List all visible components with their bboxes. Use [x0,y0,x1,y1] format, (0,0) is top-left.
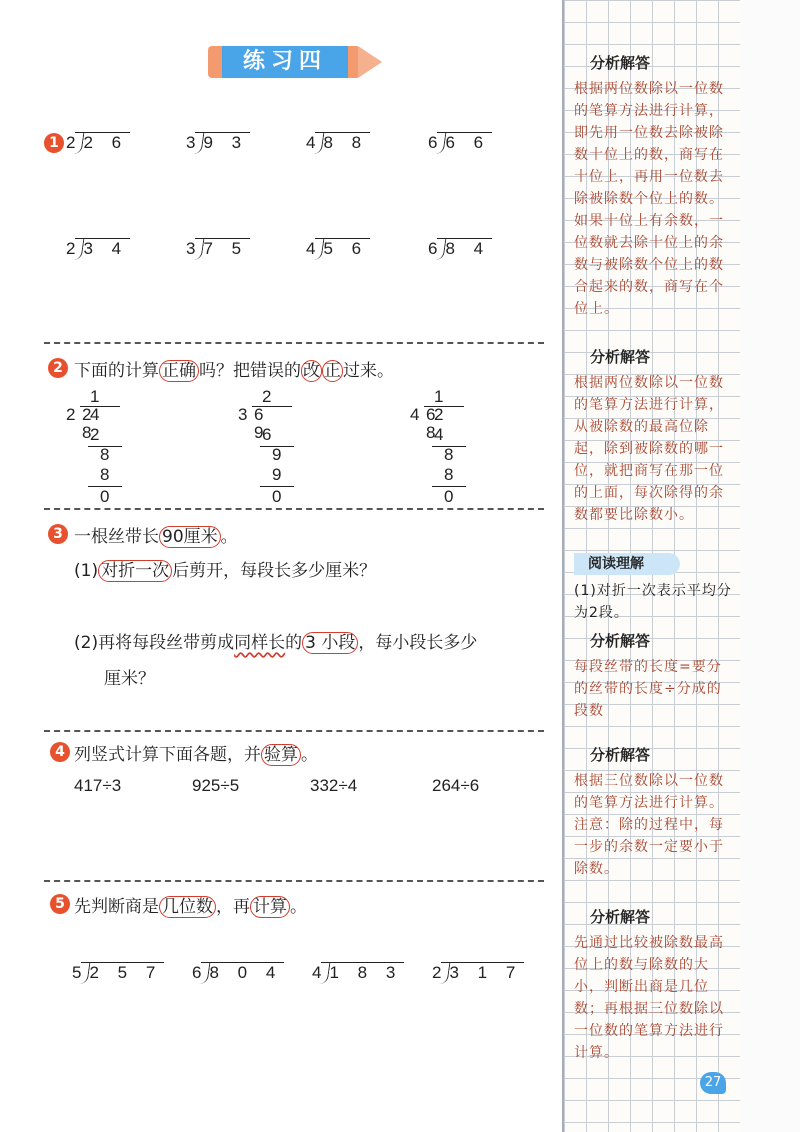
sidebar-text-1: 根据两位数除以一位数的笔算方法进行计算，即先用一位数去除被除数十位上的数，商写在十位上，再用一位数去除被除数个位上的数。如果十位上有余数，一位数就去除十位上的余数与被除数个位上的数合起来的数，商写在个位上。 [574,81,724,317]
division-problem [66,132,130,153]
question-3-part-2-cont: 厘米？ [104,669,155,689]
remainder-step: 8 [100,445,110,464]
remainder-step: 8 [444,445,454,464]
dividend: 9 3 [195,132,250,153]
expression: 264÷6 [432,776,480,795]
division-line [88,486,122,487]
division-problem [186,132,250,153]
division-line [260,486,294,487]
divisor: 6 [428,239,438,258]
division-problem [186,238,250,259]
sidebar-heading-3: 分析解答 [590,632,651,650]
divisor: 4 [306,239,316,258]
divisor: 2 [66,133,76,152]
remainder: 0 [100,487,110,506]
sidebar-text-2: 根据两位数除以一位数的笔算方法进行计算，从被除数的最高位除起，除到被除数的哪一位，就把商写在那一位的上面，每次除得的余数都要比除数小。 [574,375,724,523]
subtrahend: 6 [262,425,272,444]
divisor: 3 [186,239,196,258]
sidebar-text-5: 先通过比较被除数最高位上的数与除数的大小，判断出商是几位数；再根据三位数除以一位数的笔算方法进行计算。 [574,935,724,1061]
sidebar-heading-5: 分析解答 [590,908,651,926]
dividend: 3 4 [75,238,130,259]
divider [44,730,544,732]
divisor: 5 [72,963,82,982]
sidebar-heading-2: 分析解答 [590,348,651,366]
dividend: 5 6 [315,238,370,259]
dividend: 2 8 [82,405,92,442]
page-title: 练习四 [242,49,327,74]
divider [44,880,544,882]
sidebar-text-4: 根据三位数除以一位数的笔算方法进行计算。注意：除的过程中，每一步的余数一定要小于除数。 [574,773,724,877]
divisor: 6 [428,133,438,152]
question-3-text: 一根丝带长 90厘米 。 [74,527,238,547]
divisor: 4 [410,405,420,424]
dividend: 7 5 [195,238,250,259]
remainder-step: 9 [272,445,282,464]
dividend: 8 8 [315,132,370,153]
question-5-number: 5 [50,894,70,914]
subtrahend: 8 [100,465,110,484]
dividend: 2 6 [75,132,130,153]
reading-tip-text: (1)对折一次表示平均分为2段。 [574,583,732,621]
expression: 417÷3 [74,776,122,795]
subtrahend: 2 [90,425,100,444]
question-4-text: 列竖式计算下面各题，并 验算 。 [74,745,318,765]
page-title-banner [208,44,376,80]
division-problem [432,962,524,983]
dividend: 3 1 7 [441,962,524,983]
division-problem [306,132,370,153]
quotient: 1 4 [90,387,100,424]
question-3-part-1: (1) 对折一次 后剪开，每段长多少厘米？ [74,561,377,581]
division-problem [428,238,492,259]
page-number: 27 [700,1072,726,1094]
dividend: 8 0 4 [201,962,284,983]
division-problem [312,962,404,983]
subtrahend: 4 [434,425,444,444]
question-2-number: 2 [48,358,68,378]
division-problem [192,962,284,983]
dividend: 1 8 3 [321,962,404,983]
question-3-part-2: (2)再将每段丝带剪成同样长的 3 小段 ，每小段长多少 [74,633,478,653]
subtrahend: 9 [272,465,282,484]
dividend: 6 9 [254,405,264,442]
question-3-number: 3 [48,524,68,544]
division-line [80,406,120,407]
divisor: 2 [66,405,76,424]
remainder: 0 [444,487,454,506]
sidebar-heading-4: 分析解答 [590,746,651,764]
division-problem [72,962,164,983]
divider [44,342,544,344]
subtrahend: 8 [444,465,454,484]
divisor: 2 [66,239,76,258]
sidebar-heading-1: 分析解答 [590,54,651,72]
divisor: 3 [238,405,248,424]
remainder: 0 [272,487,282,506]
divisor: 2 [432,963,442,982]
quotient: 2 [262,387,272,406]
quotient: 1 2 [434,387,444,424]
division-line [424,406,464,407]
question-2-text: 下面的计算 正确 吗？把错误的 改 正 过来。 [74,361,394,381]
reading-tip-label: 阅读理解 [574,553,680,575]
expression: 925÷5 [192,776,240,795]
divisor: 4 [306,133,316,152]
expression: 332÷4 [310,776,358,795]
divider [44,508,544,510]
dividend: 6 8 [426,405,436,442]
division-problem [306,238,370,259]
division-problem [428,132,492,153]
divisor: 6 [192,963,202,982]
dividend: 8 4 [437,238,492,259]
question-1-number: 1 [44,133,64,153]
page-margin [740,0,800,1132]
division-line [260,446,294,447]
dividend: 6 6 [437,132,492,153]
divisor: 4 [312,963,322,982]
division-line [432,446,466,447]
division-problem [66,238,130,259]
divisor: 3 [186,133,196,152]
question-5-text: 先判断商是 几位数 ，再 计算 。 [74,897,307,917]
question-4-number: 4 [50,742,70,762]
division-line [252,406,292,407]
division-line [432,486,466,487]
division-line [88,446,122,447]
dividend: 2 5 7 [81,962,164,983]
sidebar-text-3: 每段丝带的长度=要分的丝带的长度÷分成的段数 [574,659,722,719]
